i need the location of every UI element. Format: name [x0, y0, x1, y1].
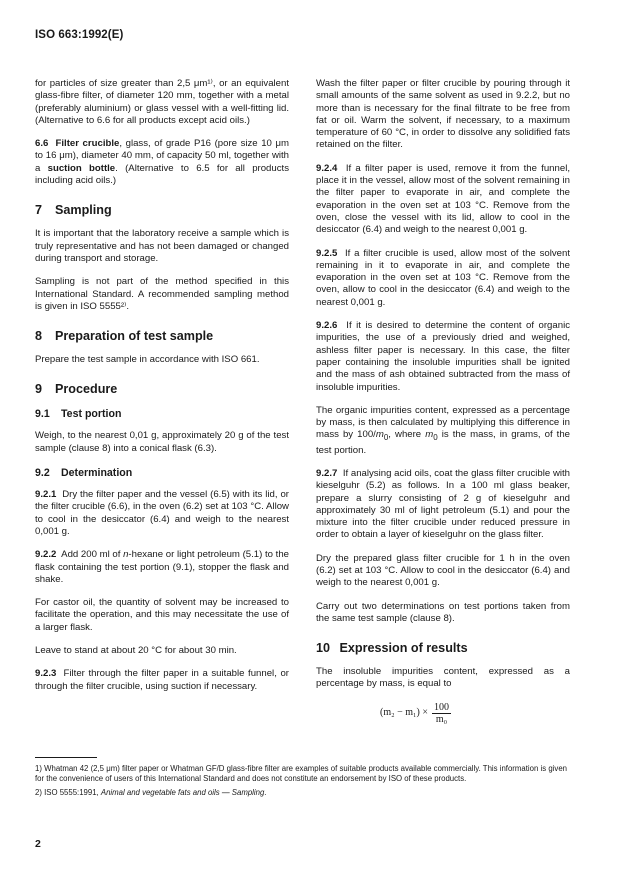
leave-to-stand-para: Leave to stand at about 20 °C for about 30 min.	[35, 645, 237, 657]
formula-left: (m₂ − m₁) ×	[380, 707, 428, 719]
section-heading-9: 9 Procedure	[35, 382, 118, 397]
duplicate-determinations-para: Carry out two determinations on test portions taken from the same test sample (clause 8).	[316, 600, 570, 624]
formula-numerator: 100	[433, 701, 449, 713]
intro-paragraph: for particles of size greater than 2,5 μm¹⁾, or an equivalent glass-fibre filter, of diameter 120 mm, together with a metal (preferably aluminium) or glass vessel with a well-fitting lid. (Alternative to 6.6 for all products except acid oils.)	[35, 78, 289, 126]
item-9-2-1: 9.2.1 Dry the filter paper and the vessel (6.5) with its lid, or the filter crucible (6.6), in the oven (6.2) set at 103 °C. Allow to cool in the desiccator (6.4) and weigh to the nearest 0,001 g.	[35, 489, 289, 537]
section-heading-8: 8 Preparation of test sample	[35, 329, 214, 344]
section-heading-10: 10 Expression of results	[316, 641, 468, 656]
sampling-para-2: Sampling is not part of the method specified in this International Standard. A recommended sampling method is given in ISO 5555²⁾.	[35, 276, 289, 312]
results-formula	[380, 702, 570, 725]
item-9-2-4: 9.2.4 If a filter paper is used, remove it from the funnel, place it in the vessel, allow most of the solvent remaining in the filter paper to evaporate in air, and complete the evaporation in the oven set at 103 °C. Remove from the oven, close the vessel with its lid, allow to cool in the desiccator (6.4) and weigh to the nearest 0,001 g.	[316, 162, 570, 236]
preparation-para: Prepare the test sample in accordance with ISO 661.	[35, 354, 260, 366]
item-text: , glass, of grade P16 (pore size 10 μm to 16 μm), diameter 40 mm, of capacity 50 ml, together with a	[35, 138, 289, 174]
right-column	[316, 78, 570, 725]
castor-oil-para: For castor oil, the quantity of solvent may be increased to facilitate the operation, and this may necessitate the use of a larger flask.	[35, 597, 289, 633]
item-9-2-6: 9.2.6 If it is desired to determine the content of organic impurities, the use of a previously dried and weighed, ashless filter paper is necessary. In this case, the filter paper containing the insoluble impurities shall be ignited and the mass of ash obtained subtracted from the mass of insoluble impurities.	[316, 320, 570, 393]
page-number: 2	[35, 838, 41, 850]
item-9-2-7: 9.2.7 If analysing acid oils, coat the glass filter crucible with kieselguhr (5.2) as follows. In a 100 ml glass beaker, prepare a slurry consisting of 2 g of kieselguhr and approximately 30 ml of light petroleum (5.1) and pour the mixture into the filter crucible under reduced pressure in order to obtain a layer of kieselguhr on the glass filter.	[316, 467, 570, 541]
section-heading-9-2: 9.2 Determination	[35, 467, 133, 480]
bold-term: suction bottle	[47, 162, 116, 174]
footnotes	[35, 764, 567, 802]
item-number: 6.6	[35, 138, 49, 150]
item-9-2-3: 9.2.3 Filter through the filter paper in a suitable funnel, or through the filter crucible, using suction if necessary.	[35, 668, 289, 692]
bold-term: Filter crucible	[55, 138, 120, 150]
formula-fraction	[432, 702, 451, 725]
item-9-2-2: 9.2.2 Add 200 ml of n-hexane or light petroleum (5.1) to the flask containing the test portion (9.1), stopper the flask and shake.	[35, 549, 289, 585]
results-para: The insoluble impurities content, expressed as a percentage by mass, is equal to	[316, 666, 570, 690]
item-6-6	[35, 138, 289, 187]
formula-denominator: m₀	[435, 713, 448, 725]
sampling-para-1: It is important that the laboratory receive a sample which is truly representative and has not been damaged or changed during transport and storage.	[35, 228, 289, 264]
footnote-divider	[35, 757, 97, 758]
item-9-2-5: 9.2.5 If a filter crucible is used, allow most of the solvent remaining in it to evaporate in air, and complete the evaporation in the oven set at 103 °C. Remove from the oven, allow to cool in the desiccator (6.4) and weigh to the nearest 0,001 g.	[316, 247, 570, 308]
test-portion-para: Weigh, to the nearest 0,01 g, approximately 20 g of the test sample (clause 8) into a conical flask (6.3).	[35, 430, 289, 454]
item-text: . (Alternative to 6.5 for all products including acid oils.)	[35, 162, 289, 187]
footnote-1: 1) Whatman 42 (2,5 μm) filter paper or Whatman GF/D glass-fibre filter are examples of suitable products available commercially. This information is given for the convenience of users of this International Standard and does not constitute an endorsement by ISO of these products.	[35, 764, 567, 783]
left-column	[35, 78, 289, 704]
footnote-2: 2) ISO 5555:1991, Animal and vegetable fats and oils — Sampling.	[35, 788, 267, 797]
dry-crucible-para: Dry the prepared glass filter crucible for 1 h in the oven (6.2) set at 103 °C. Allow to cool in the desiccator (6.4) and weigh to the nearest 0,001 g.	[316, 552, 570, 589]
section-heading-7: 7 Sampling	[35, 203, 112, 218]
wash-para: Wash the filter paper or filter crucible by pouring through it small amounts of the same solvent as used in 9.2.2, but no more than is necessary for the final filtrate to be free from fat or oil. Warm the solvent, if necessary, to a maximum temperature of 60 °C, in order to dissolve any solidified fats retained on the filter.	[316, 78, 570, 151]
standard-id-header: ISO 663:1992(E)	[35, 29, 124, 41]
section-heading-9-1: 9.1 Test portion	[35, 408, 122, 421]
organic-impurities-para: The organic impurities content, expressed as a percentage by mass, is then calculated by multiplying this difference in mass by $100/m_0$, where $m_0$ is the mass, in grams, of the test portion.	[316, 404, 570, 456]
